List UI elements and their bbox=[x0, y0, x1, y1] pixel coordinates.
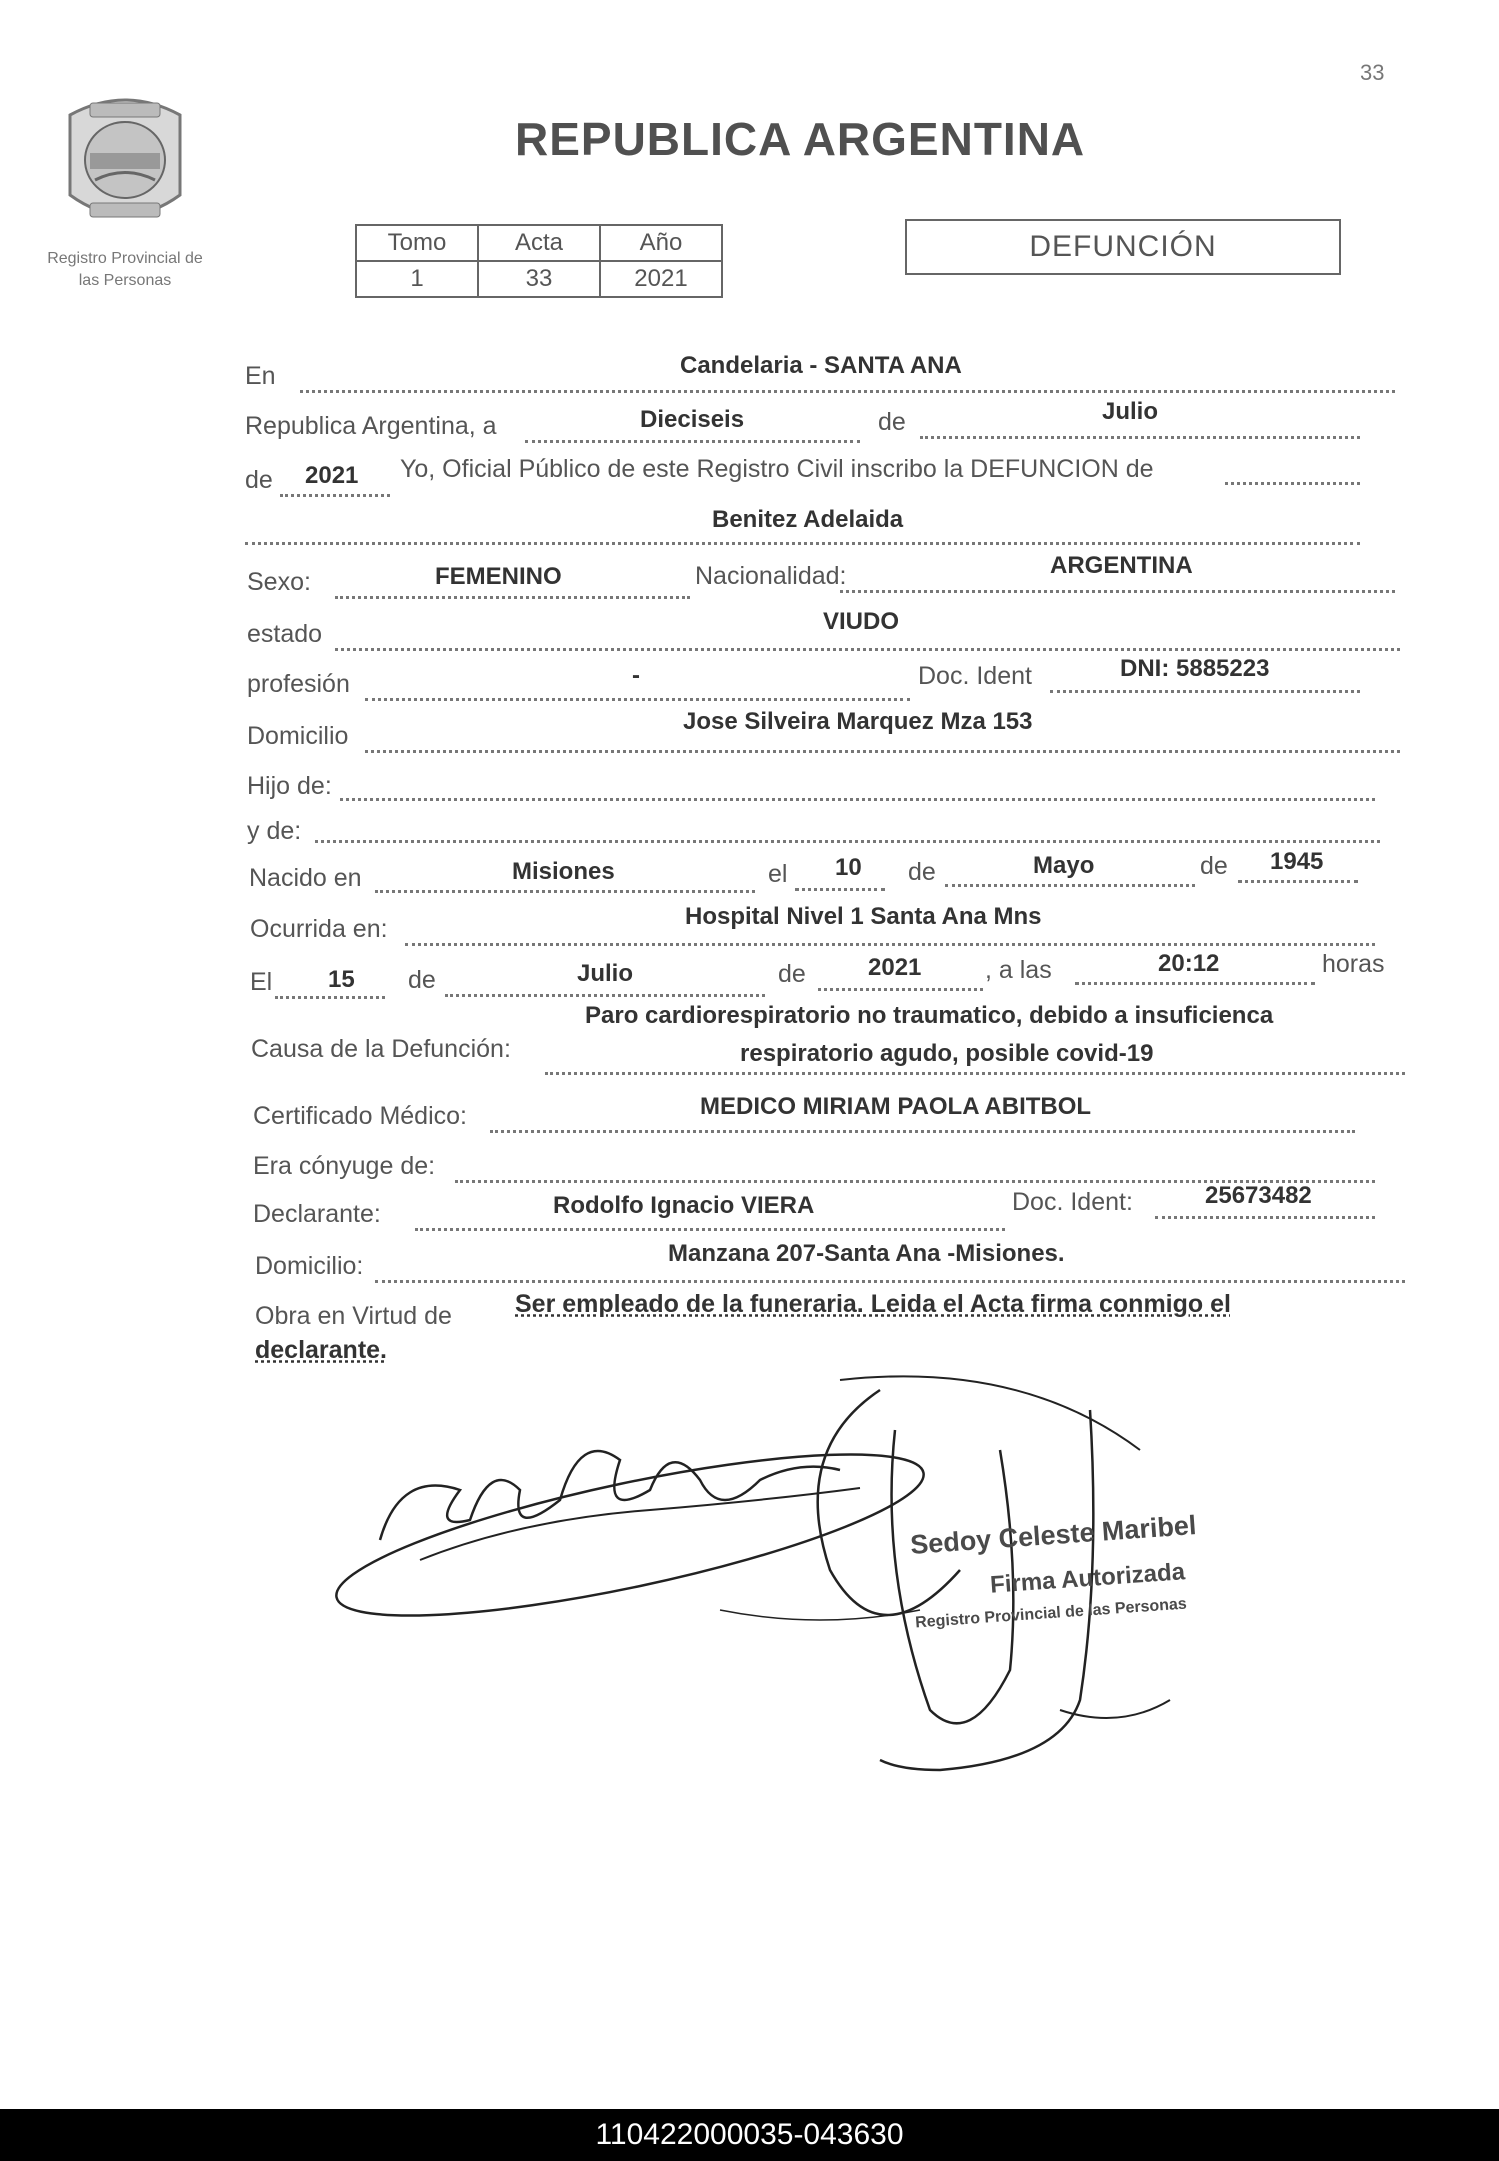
birth-year: 1945 bbox=[1270, 848, 1324, 875]
de-label: de bbox=[878, 408, 906, 436]
birth-day: 10 bbox=[835, 854, 862, 881]
page-title: REPUBLICA ARGENTINA bbox=[515, 113, 1086, 165]
registry-name-line1: Registro Provincial de bbox=[47, 250, 203, 267]
nacionalidad-label: Nacionalidad: bbox=[695, 562, 847, 590]
year-value: 2021 bbox=[305, 462, 359, 489]
document-type-box: DEFUNCIÓN bbox=[905, 219, 1341, 275]
domicilio2-value: Manzana 207-Santa Ana -Misiones. bbox=[668, 1240, 1065, 1267]
declarante-doc-value: 25673482 bbox=[1205, 1182, 1312, 1209]
alas-label: , a las bbox=[985, 956, 1052, 984]
death-de2-label: de bbox=[778, 960, 806, 988]
yde-label: y de: bbox=[247, 817, 302, 845]
doc-ident-label: Doc. Ident bbox=[918, 662, 1032, 690]
stamp-office: Registro Provincial de las Personas bbox=[914, 1595, 1188, 1632]
el-label: el bbox=[768, 860, 788, 888]
doc-ident-value: DNI: 5885223 bbox=[1120, 655, 1270, 682]
causa-line2: respiratorio agudo, posible covid-19 bbox=[740, 1040, 1154, 1067]
hijo-label: Hijo de: bbox=[247, 772, 332, 800]
declarante-doc-label: Doc. Ident: bbox=[1012, 1188, 1133, 1216]
obra-label: Obra en Virtud de bbox=[255, 1302, 452, 1330]
domicilio2-label: Domicilio: bbox=[255, 1252, 364, 1280]
birth-month: Mayo bbox=[1033, 852, 1095, 879]
province-seal-logo bbox=[50, 85, 200, 235]
declarante-label: Declarante: bbox=[253, 1200, 381, 1228]
ref-header-acta: Acta bbox=[478, 225, 600, 261]
domicilio-value: Jose Silveira Marquez Mza 153 bbox=[683, 708, 1033, 735]
death-de1-label: de bbox=[408, 966, 436, 994]
barcode-number: 110422000035-043630 bbox=[0, 2109, 1499, 2161]
deceased-name: Benitez Adelaida bbox=[712, 506, 904, 533]
statement-text: Yo, Oficial Público de este Registro Civil inscribo la DEFUNCION de bbox=[400, 455, 1154, 483]
sexo-label: Sexo: bbox=[247, 568, 311, 596]
ref-value-tomo: 1 bbox=[356, 261, 478, 297]
horas-label: horas bbox=[1322, 950, 1385, 978]
death-time: 20:12 bbox=[1158, 950, 1220, 977]
ocurrida-value: Hospital Nivel 1 Santa Ana Mns bbox=[685, 903, 1042, 930]
death-month: Julio bbox=[577, 960, 634, 987]
obra-value-line2: declarante. bbox=[255, 1336, 388, 1364]
certificado-value: MEDICO MIRIAM PAOLA ABITBOL bbox=[700, 1093, 1092, 1120]
nacido-value: Misiones bbox=[512, 858, 615, 885]
en-value: Candelaria - SANTA ANA bbox=[680, 352, 962, 379]
day-value: Dieciseis bbox=[640, 406, 745, 433]
death-day: 15 bbox=[328, 966, 355, 993]
estado-label: estado bbox=[247, 620, 323, 648]
certificado-label: Certificado Médico: bbox=[253, 1102, 467, 1130]
conyuge-label: Era cónyuge de: bbox=[253, 1152, 436, 1180]
page-number: 33 bbox=[1360, 60, 1385, 85]
ref-value-anio: 2021 bbox=[600, 261, 722, 297]
domicilio-label: Domicilio bbox=[247, 722, 349, 750]
estado-value: VIUDO bbox=[823, 608, 900, 635]
stamp-name: Sedoy Celeste Maribel bbox=[909, 1510, 1198, 1560]
ocurrida-label: Ocurrida en: bbox=[250, 915, 388, 943]
en-label: En bbox=[245, 362, 276, 390]
death-year: 2021 bbox=[868, 954, 922, 981]
profesion-value: - bbox=[632, 662, 640, 689]
ref-header-anio: Año bbox=[600, 225, 722, 261]
republica-label: Republica Argentina, a bbox=[245, 412, 497, 440]
causa-line1: Paro cardiorespiratorio no traumatico, debido a insuficienca bbox=[585, 1002, 1274, 1029]
obra-value-line1: Ser empleado de la funeraria. Leida el Acta firma conmigo el bbox=[515, 1290, 1231, 1318]
registry-name-line2: las Personas bbox=[78, 272, 172, 289]
ref-value-acta: 33 bbox=[478, 261, 600, 297]
nacido-label: Nacido en bbox=[249, 864, 362, 892]
declarante-value: Rodolfo Ignacio VIERA bbox=[553, 1192, 815, 1219]
reference-table bbox=[355, 224, 723, 298]
ref-header-tomo: Tomo bbox=[356, 225, 478, 261]
birth-de1-label: de bbox=[908, 858, 936, 886]
causa-label: Causa de la Defunción: bbox=[251, 1035, 511, 1063]
month-value: Julio bbox=[1102, 398, 1159, 425]
nacionalidad-value: ARGENTINA bbox=[1050, 552, 1193, 579]
stamp-role: Firma Autorizada bbox=[989, 1558, 1186, 1599]
el2-label: El bbox=[250, 968, 273, 996]
profesion-label: profesión bbox=[247, 670, 350, 698]
sexo-value: FEMENINO bbox=[435, 563, 562, 590]
birth-de2-label: de bbox=[1200, 852, 1228, 880]
year-prefix-label: de bbox=[245, 466, 273, 494]
